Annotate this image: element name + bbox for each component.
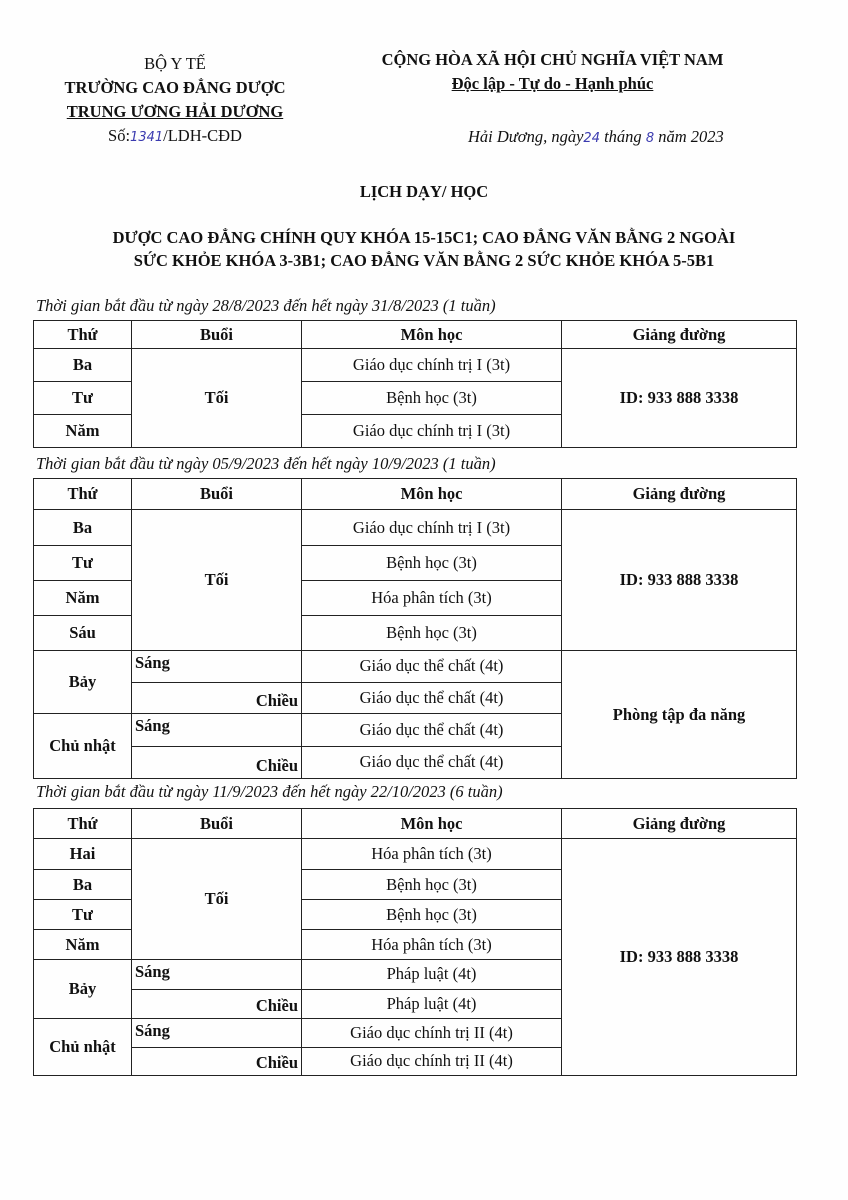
col-day: Thứ (34, 321, 132, 349)
table-header-row: Thứ Buổi Môn học Giảng đường (34, 809, 797, 839)
col-room: Giảng đường (562, 321, 797, 349)
room-id: ID: 933 888 3338 (562, 839, 797, 1076)
room-id: ID: 933 888 3338 (562, 349, 797, 448)
date-month-handwritten: 8 (645, 131, 655, 146)
school-name-line2: TRUNG ƯƠNG HẢI DƯƠNG (66, 102, 284, 121)
table-row: Bảy Sáng Chiều Pháp luật (4t) (34, 960, 797, 990)
session-evening: Tối (132, 839, 302, 960)
room-id: ID: 933 888 3338 (562, 510, 797, 651)
document-subtitle-line1: DƯỢC CAO ĐẲNG CHÍNH QUY KHÓA 15-15C1; CAO ĐẲNG VĂN BẰNG 2 NGOÀI (112, 228, 736, 247)
national-motto-block (345, 48, 760, 96)
period-3-label: Thời gian bắt đầu từ ngày 11/9/2023 đến hết ngày 22/10/2023 (6 tuần) (36, 782, 503, 801)
table-row: Giáo dục thể chất (4t) (34, 682, 797, 714)
room-gym: Phòng tập đa năng (562, 651, 797, 779)
schedule-table-2 (33, 478, 797, 779)
date-day-handwritten: 24 (583, 131, 600, 146)
table-row: Tư Bệnh học (3t) (34, 546, 797, 581)
session-split-cell (132, 651, 302, 714)
schedule-table-1 (33, 320, 797, 448)
table-row: Năm Hóa phân tích (3t) (34, 930, 797, 960)
table-row: Hai Tối Hóa phân tích (3t) ID: 933 888 3338 (34, 839, 797, 870)
table-row: Tư Bệnh học (3t) (34, 382, 797, 415)
session-split-cell: Sáng Chiều (132, 714, 302, 779)
table-row: Giáo dục chính trị II (4t) (34, 1047, 797, 1076)
school-name-line1: TRƯỜNG CAO ĐẲNG DƯỢC (64, 78, 286, 97)
nation-name: CỘNG HÒA XÃ HỘI CHỦ NGHĨA VIỆT NAM (381, 50, 724, 69)
motto: Độc lập - Tự do - Hạnh phúc (451, 74, 654, 93)
table-header-row: Thứ Buổi Môn học Giảng đường (34, 479, 797, 510)
period-2-label: Thời gian bắt đầu từ ngày 05/9/2023 đến hết ngày 10/9/2023 (1 tuần) (36, 454, 496, 473)
session-evening: Tối (132, 510, 302, 651)
table-row: Ba Bệnh học (3t) (34, 870, 797, 900)
period-1-label: Thời gian bắt đầu từ ngày 28/8/2023 đến hết ngày 31/8/2023 (1 tuần) (36, 296, 496, 315)
table-row: Tư Bệnh học (3t) (34, 900, 797, 930)
issue-date: Hải Dương, ngày24 tháng 8 năm 2023 (468, 127, 724, 146)
table-row: Giáo dục thể chất (4t) (34, 746, 797, 779)
table-row: Pháp luật (4t) (34, 989, 797, 1019)
session-afternoon: Chiều (255, 691, 298, 710)
issuer-block (30, 52, 320, 150)
session-evening: Tối (132, 349, 302, 448)
schedule-table-3 (33, 808, 797, 1076)
table-row: Bảy Sáng Chiều Giáo dục thể chất (4t) Phòng tập đa năng (34, 651, 797, 683)
session-split-cell: Sáng Chiều (132, 960, 302, 1019)
col-subject: Môn học (302, 321, 562, 349)
table-header-row (34, 321, 797, 349)
table-row: Năm Hóa phân tích (3t) (34, 581, 797, 616)
document-number: Số:1341/LDH-CĐD (108, 126, 242, 145)
table-row: Sáu Bệnh học (3t) (34, 616, 797, 651)
session-split-cell: Sáng Chiều (132, 1019, 302, 1076)
col-session: Buổi (132, 321, 302, 349)
document-subtitle-line2: SỨC KHỎE KHÓA 3-3B1; CAO ĐẲNG VĂN BẰNG 2 SỨC KHỎE KHÓA 5-5B1 (133, 251, 715, 270)
session-morning: Sáng (135, 653, 170, 672)
table-row: Chủ nhật Sáng Chiều Giáo dục thể chất (4t) (34, 714, 797, 747)
table-row: Năm Giáo dục chính trị I (3t) (34, 415, 797, 448)
ministry-name: BỘ Y TẾ (144, 54, 206, 73)
table-row: Chủ nhật Sáng Chiều Giáo dục chính trị II (4t) (34, 1019, 797, 1048)
table-row: Ba Tối Giáo dục chính trị I (3t) ID: 933 888 3338 (34, 349, 797, 382)
table-row: Ba Tối Giáo dục chính trị I (3t) ID: 933 888 3338 (34, 510, 797, 546)
document-number-handwritten: 1341 (130, 130, 164, 145)
document-title: LỊCH DẠY/ HỌC (359, 182, 489, 201)
